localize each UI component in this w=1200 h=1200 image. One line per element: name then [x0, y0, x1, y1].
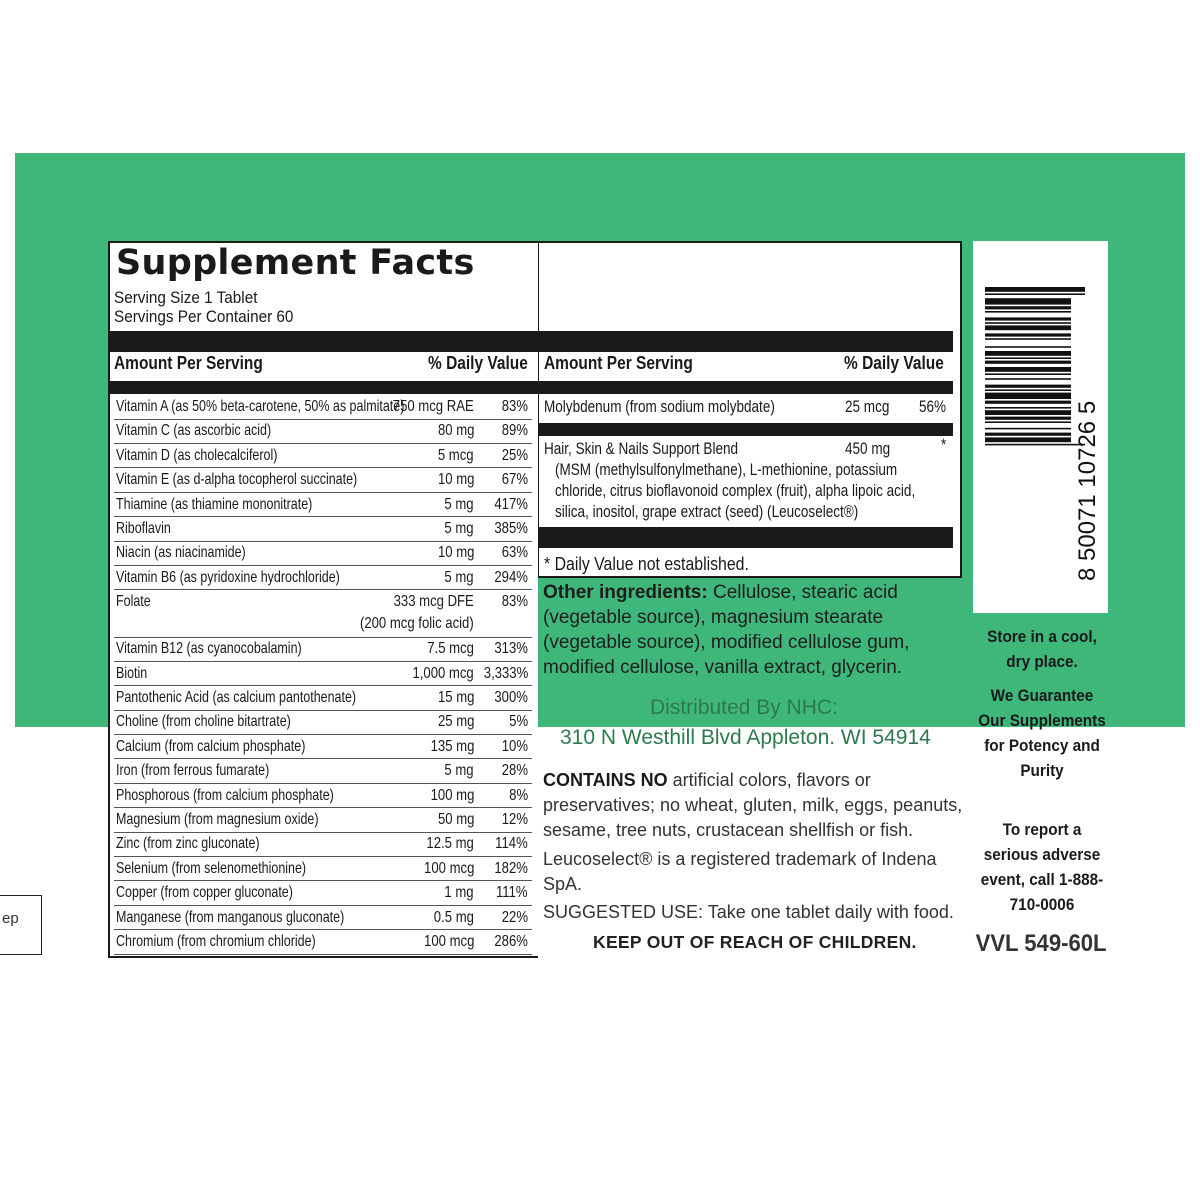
- nutrient-row: [114, 710, 532, 735]
- barcode-bar: [985, 325, 1071, 330]
- nutrient-row: [114, 735, 532, 760]
- nutrient-name: Copper (from copper gluconate): [116, 884, 293, 902]
- thin-divider: [539, 381, 953, 394]
- barcode-bar: [985, 311, 1071, 313]
- nutrient-daily-value: 385%: [494, 520, 528, 537]
- nutrient-daily-value: 5%: [509, 713, 528, 731]
- barcode-bar: [985, 351, 1071, 356]
- barcode-bar: [985, 433, 1071, 436]
- nutrient-row: [114, 468, 532, 493]
- nutrient-amount: 750 mcg RAE: [393, 398, 474, 415]
- nutrient-name: Thiamine (as thiamine mononitrate): [116, 495, 313, 513]
- nutrient-name: Manganese (from manganous gluconate): [116, 908, 345, 926]
- barcode-bar: [985, 385, 1071, 388]
- barcode-bar: [985, 407, 1071, 409]
- keep-out-warning: KEEP OUT OF REACH OF CHILDREN.: [593, 932, 917, 952]
- serving-info: [114, 288, 293, 326]
- contains-no-label: CONTAINS NO: [543, 770, 668, 790]
- blend-line: chloride, citrus bioflavonoid complex (fruit), alpha lipoic acid,: [555, 482, 916, 500]
- amount-header: Amount Per Serving: [114, 353, 263, 373]
- nutrient-name: Folate: [116, 593, 151, 611]
- nutrient-row: [114, 493, 532, 518]
- nutrient-name: Vitamin C (as ascorbic acid): [116, 422, 272, 440]
- nutrient-daily-value: 111%: [496, 884, 528, 902]
- barcode-bar: [985, 287, 1085, 292]
- barcode-bar: [985, 428, 1071, 430]
- molybdenum-dv: 56%: [919, 398, 947, 416]
- barcode-bar: [985, 306, 1071, 309]
- thick-divider: [539, 331, 953, 352]
- nutrient-amount: 100 mcg: [423, 859, 474, 877]
- nutrient-name: Pantothenic Acid (as calcium pantothenate): [116, 689, 357, 706]
- blend-amount: 450 mg: [845, 440, 891, 458]
- nutrient-amount: 5 mcg: [438, 446, 474, 464]
- daily-value-header-right: % Daily Value: [844, 353, 944, 373]
- product-code: VVL 549-60L: [975, 930, 1107, 957]
- footnote: * Daily Value not established.: [544, 554, 749, 574]
- nutrient-name: Vitamin E (as d-alpha tocopherol succinate): [116, 471, 358, 489]
- nutrient-name: Selenium (from selenomethionine): [116, 859, 307, 877]
- trademark-notice: Leucoselect® is a registered trademark of Indena SpA.: [543, 849, 937, 894]
- thin-divider: [110, 381, 538, 394]
- nutrient-row: [114, 517, 532, 542]
- nutrient-amount: 0.5 mg: [433, 908, 474, 926]
- nutrient-name: Biotin: [116, 664, 148, 682]
- barcode-bar: [985, 410, 1071, 415]
- nutrient-daily-value: 67%: [501, 471, 528, 489]
- nutrient-daily-value: 294%: [494, 568, 528, 586]
- adjacent-panel-fragment: [0, 895, 42, 955]
- nutrient-amount-detail: (200 mcg folic acid): [360, 615, 474, 633]
- nutrient-daily-value: 63%: [501, 544, 528, 562]
- distributor-address: 310 N Westhill Blvd Appleton. WI 54914: [560, 726, 931, 749]
- nutrient-daily-value: 114%: [495, 835, 528, 853]
- barcode-bar: [985, 378, 1071, 380]
- barcode-bar: [985, 393, 1071, 399]
- nutrient-amount: 5 mg: [444, 568, 474, 586]
- contains-no-text: artificial colors, flavors or preservatives; no wheat, gluten, milk, eggs, peanuts, sesame, tree nuts, crustacean shellfish or fish.: [543, 770, 963, 840]
- nutrient-daily-value: 286%: [494, 933, 528, 950]
- guarantee-note: We Guarantee Our Supplements for Potency and Purity: [978, 686, 1106, 780]
- servings-per-container: Servings Per Container 60: [114, 307, 294, 326]
- nutrient-amount: 5 mg: [444, 762, 474, 780]
- barcode-bar: [985, 444, 1085, 446]
- nutrient-amount: 333 mcg DFE: [393, 593, 474, 611]
- supplement-facts-panel: [108, 241, 538, 958]
- nutrient-amount: 15 mg: [437, 689, 474, 706]
- barcode-bar: [985, 373, 1071, 375]
- nutrient-name: Vitamin B12 (as cyanocobalamin): [116, 640, 302, 658]
- barcode-digits: 8 50071 10726 5: [1074, 400, 1101, 581]
- nutrient-amount: 5 mg: [444, 520, 474, 537]
- nutrient-daily-value: 89%: [501, 422, 528, 440]
- nutrient-name: Vitamin D (as cholecalciferol): [116, 446, 278, 464]
- barcode-bar: [985, 417, 1071, 420]
- barcode-bar: [985, 421, 1071, 423]
- nutrient-amount: 7.5 mcg: [427, 640, 474, 658]
- nutrient-daily-value: 22%: [501, 908, 528, 926]
- nutrient-daily-value: 417%: [494, 495, 528, 513]
- nutrient-row: [114, 857, 532, 882]
- nutrient-name: Niacin (as niacinamide): [116, 544, 246, 562]
- amount-header-right: Amount Per Serving: [544, 353, 693, 373]
- thin-divider: [539, 423, 953, 436]
- suggested-use: SUGGESTED USE: Take one tablet daily with food.: [543, 902, 954, 922]
- nutrient-row: [114, 930, 532, 955]
- barcode-bar: [985, 317, 1071, 320]
- nutrient-name: Riboflavin: [116, 520, 171, 537]
- nutrient-amount: 1 mg: [444, 884, 474, 902]
- nutrient-row: [114, 590, 532, 638]
- nutrient-row: [114, 808, 532, 833]
- nutrient-name: Zinc (from zinc gluconate): [116, 835, 260, 853]
- nutrient-daily-value: 3,333%: [483, 664, 528, 682]
- nutrient-row: [114, 419, 532, 444]
- other-ingredients: [543, 580, 963, 680]
- nutrient-row: [114, 906, 532, 931]
- nutrient-daily-value: 8%: [509, 786, 528, 804]
- storage-note: Store in a cool, dry place.: [987, 627, 1097, 671]
- nutrient-name: Calcium (from calcium phosphate): [116, 737, 306, 755]
- barcode: [973, 241, 1108, 613]
- nutrient-amount: 12.5 mg: [426, 835, 474, 853]
- nutrient-name: Choline (from choline bitartrate): [116, 713, 291, 731]
- barcode-bar: [985, 293, 1085, 295]
- nutrient-name: Vitamin A (as 50% beta-carotene, 50% as palmitate): [116, 398, 405, 415]
- supplement-facts-panel-right: [538, 241, 962, 578]
- nutrient-row: [114, 784, 532, 809]
- nutrient-name: Vitamin B6 (as pyridoxine hydrochloride): [116, 568, 340, 586]
- nutrient-row: [114, 541, 532, 566]
- blend-line: silica, inositol, grape extract (seed) (Leucoselect®): [555, 503, 859, 521]
- barcode-bar: [985, 389, 1071, 391]
- nutrient-daily-value: 10%: [501, 737, 528, 755]
- nutrient-row: [114, 686, 532, 711]
- nutrient-daily-value: 182%: [494, 859, 528, 877]
- nutrient-daily-value: 83%: [501, 398, 528, 415]
- barcode-bar: [985, 357, 1071, 359]
- nutrient-amount: 50 mg: [437, 811, 474, 828]
- nutrient-amount: 80 mg: [437, 422, 474, 440]
- barcode-bar: [985, 367, 1071, 372]
- nutrient-daily-value: 28%: [501, 762, 528, 780]
- nutrient-daily-value: 313%: [494, 640, 528, 658]
- nutrient-row: [114, 832, 532, 857]
- nutrient-amount: 5 mg: [444, 495, 474, 513]
- barcode-bar: [985, 437, 1071, 442]
- nutrient-name: Phosphorous (from calcium phosphate): [116, 786, 334, 804]
- nutrient-amount: 10 mg: [437, 471, 474, 489]
- nutrient-amount: 100 mg: [430, 786, 474, 804]
- nutrient-row: [114, 566, 532, 591]
- nutrient-name: Magnesium (from magnesium oxide): [116, 811, 319, 828]
- nutrient-row: [114, 637, 532, 662]
- fragment-text: ep: [2, 910, 19, 927]
- blend-line: (MSM (methylsulfonylmethane), L-methionine, potassium: [555, 461, 898, 479]
- nutrient-amount: 25 mg: [437, 713, 474, 731]
- nutrient-row: [114, 395, 532, 420]
- nutrient-row: [114, 444, 532, 469]
- barcode-graphic: [973, 241, 1108, 613]
- barcode-bar: [985, 333, 1071, 336]
- nutrient-daily-value: 83%: [501, 593, 528, 611]
- other-ingredients-text: Cellulose, stearic acid (vegetable source), magnesium stearate (vegetable source), modified cellulose gum, modified cellulose, vanilla extract, glycerin.: [543, 582, 910, 678]
- serving-size: Serving Size 1 Tablet: [114, 288, 258, 307]
- nutrient-daily-value: 12%: [501, 811, 528, 828]
- nutrient-row: [114, 759, 532, 784]
- barcode-bar: [985, 338, 1071, 340]
- nutrient-amount: 100 mcg: [423, 933, 474, 950]
- nutrient-name: Iron (from ferrous fumarate): [116, 762, 270, 780]
- distributed-by: Distributed By NHC:: [650, 696, 838, 719]
- molybdenum-amount: 25 mcg: [845, 398, 890, 416]
- nutrient-amount: 10 mg: [437, 544, 474, 562]
- nutrient-amount: 135 mg: [430, 737, 474, 755]
- nutrient-daily-value: 25%: [501, 446, 528, 464]
- adverse-event-note: To report a serious adverse event, call 1-888-710-0006: [980, 820, 1104, 914]
- nutrient-row: [114, 662, 532, 687]
- nutrient-daily-value: 300%: [494, 689, 528, 706]
- molybdenum-name: Molybdenum (from sodium molybdate): [544, 398, 775, 416]
- nutrient-name: Chromium (from chromium chloride): [116, 933, 316, 950]
- daily-value-header: % Daily Value: [428, 353, 528, 373]
- barcode-bar: [985, 361, 1071, 364]
- barcode-bar: [985, 401, 1071, 404]
- other-ingredients-label: Other ingredients:: [543, 582, 708, 603]
- barcode-bar: [985, 346, 1071, 348]
- contains-no-statement: [543, 768, 973, 843]
- barcode-bar: [985, 298, 1071, 304]
- supplement-facts-title: Supplement Facts: [116, 243, 475, 283]
- blend-name: Hair, Skin & Nails Support Blend: [544, 440, 739, 458]
- thick-divider: [539, 527, 953, 548]
- blend-dv: *: [941, 436, 947, 454]
- nutrient-row: [114, 881, 532, 906]
- nutrient-amount: 1,000 mcg: [412, 664, 474, 682]
- barcode-bar: [985, 322, 1071, 324]
- thick-divider: [110, 331, 538, 352]
